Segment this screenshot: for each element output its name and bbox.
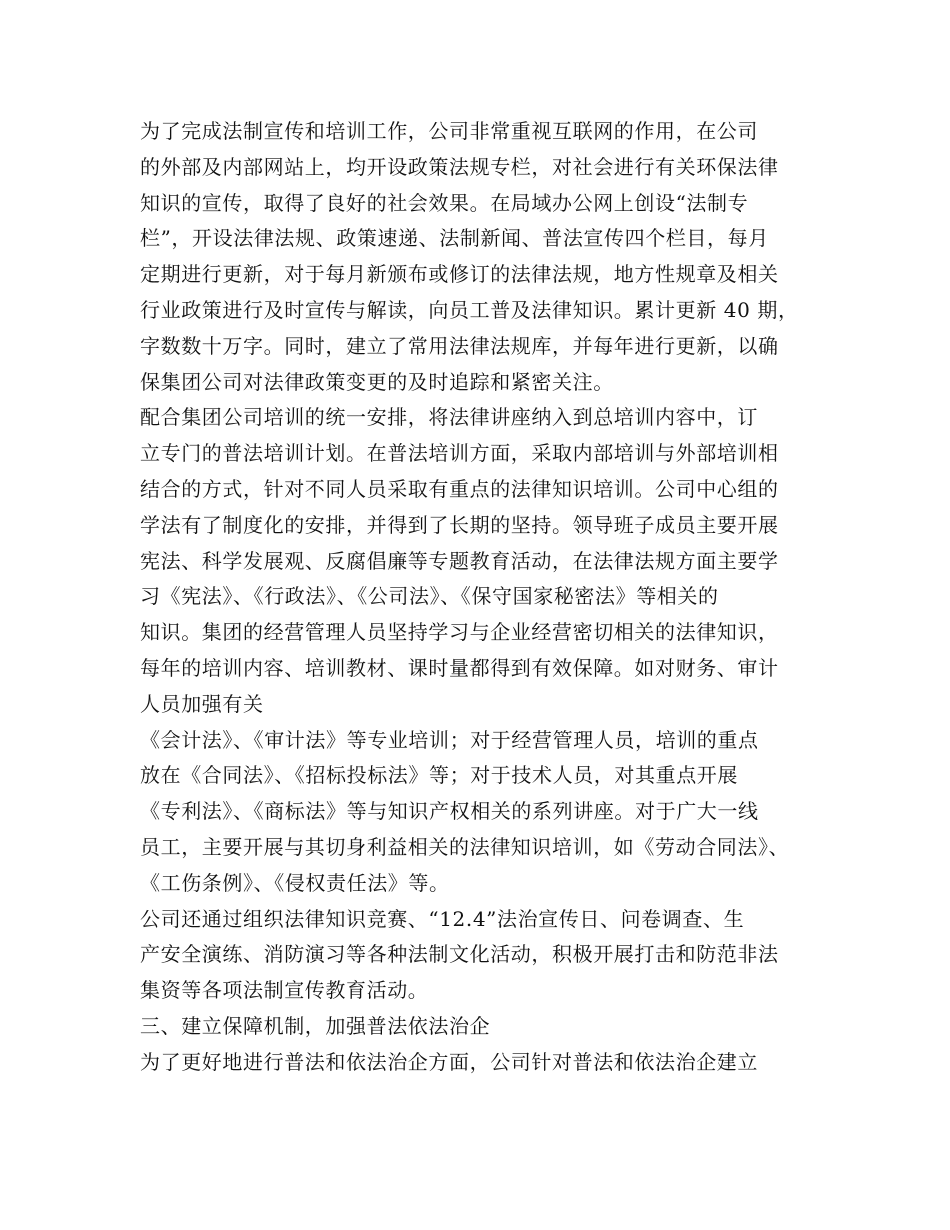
text-line: 员工，主要开展与其切身利益相关的法律知识培训，如《劳动合同法》、 xyxy=(140,834,790,859)
text-line: 保集团公司对法律政策变更的及时追踪和紧密关注。 xyxy=(140,369,614,394)
text-line: 的外部及内部网站上，均开设政策法规专栏，对社会进行有关环保法律 xyxy=(140,154,779,179)
section-heading: 三、建立保障机制，加强普法依法治企 xyxy=(140,1013,491,1038)
text-line: 放在《合同法》、《招标投标法》等；对于技术人员，对其重点开展 xyxy=(140,763,738,788)
text-line: 学法有了制度化的安排，并得到了长期的坚持。领导班子成员主要开展 xyxy=(140,512,779,537)
text-line: 产安全演练、消防演习等各种法制文化活动，积极开展打击和防范非法 xyxy=(140,942,779,967)
text-line: 《工伤条例》、《侵权责任法》等。 xyxy=(140,870,450,895)
text-line: 为了完成法制宣传和培训工作，公司非常重视互联网的作用，在公司 xyxy=(140,119,758,143)
text-line: 人员加强有关 xyxy=(140,691,264,716)
text-line: 《专利法》、《商标法》等与知识产权相关的系列讲座。对于广大一线 xyxy=(140,799,759,824)
text-line: 为了更好地进行普法和依法治企方面，公司针对普法和依法治企建立 xyxy=(140,1049,758,1074)
text-line: 集资等各项法制宣传教育活动。 xyxy=(140,978,429,1003)
text-line: 定期进行更新，对于每月新颁布或修订的法律法规，地方性规章及相关 xyxy=(140,262,779,287)
document-body xyxy=(140,114,860,1081)
text-line: 栏”，开设法律法规、政策速递、法制新闻、普法宣传四个栏目，每月 xyxy=(140,226,769,251)
text-line: 行业政策进行及时宣传与解读，向员工普及法律知识。累计更新 40 期， xyxy=(140,297,799,322)
text-line: 配合集团公司培训的统一安排，将法律讲座纳入到总培训内容中，订 xyxy=(140,405,758,430)
text-line: 知识。集团的经营管理人员坚持学习与企业经营密切相关的法律知识， xyxy=(140,620,779,645)
text-line: 立专门的普法培训计划。在普法培训方面，采取内部培训与外部培训相 xyxy=(140,441,779,466)
text-line: 习《宪法》、《行政法》、《公司法》、《保守国家秘密法》等相关的 xyxy=(140,584,719,609)
text-line: 字数数十万字。同时，建立了常用法律法规库，并每年进行更新，以确 xyxy=(140,333,779,358)
text-line: 知识的宣传，取得了良好的社会效果。在局域办公网上创设“法制专 xyxy=(140,190,749,215)
text-line: 公司还通过组织法律知识竞赛、“12.4”法治宣传日、问卷调查、生 xyxy=(140,906,745,931)
text-line: 结合的方式，针对不同人员采取有重点的法律知识培训。公司中心组的 xyxy=(140,476,779,501)
text-line: 每年的培训内容、培训教材、课时量都得到有效保障。如对财务、审计 xyxy=(140,655,779,680)
text-line: 宪法、科学发展观、反腐倡廉等专题教育活动，在法律法规方面主要学 xyxy=(140,548,779,573)
text-line: 《会计法》、《审计法》等专业培训；对于经营管理人员，培训的重点 xyxy=(140,727,759,752)
